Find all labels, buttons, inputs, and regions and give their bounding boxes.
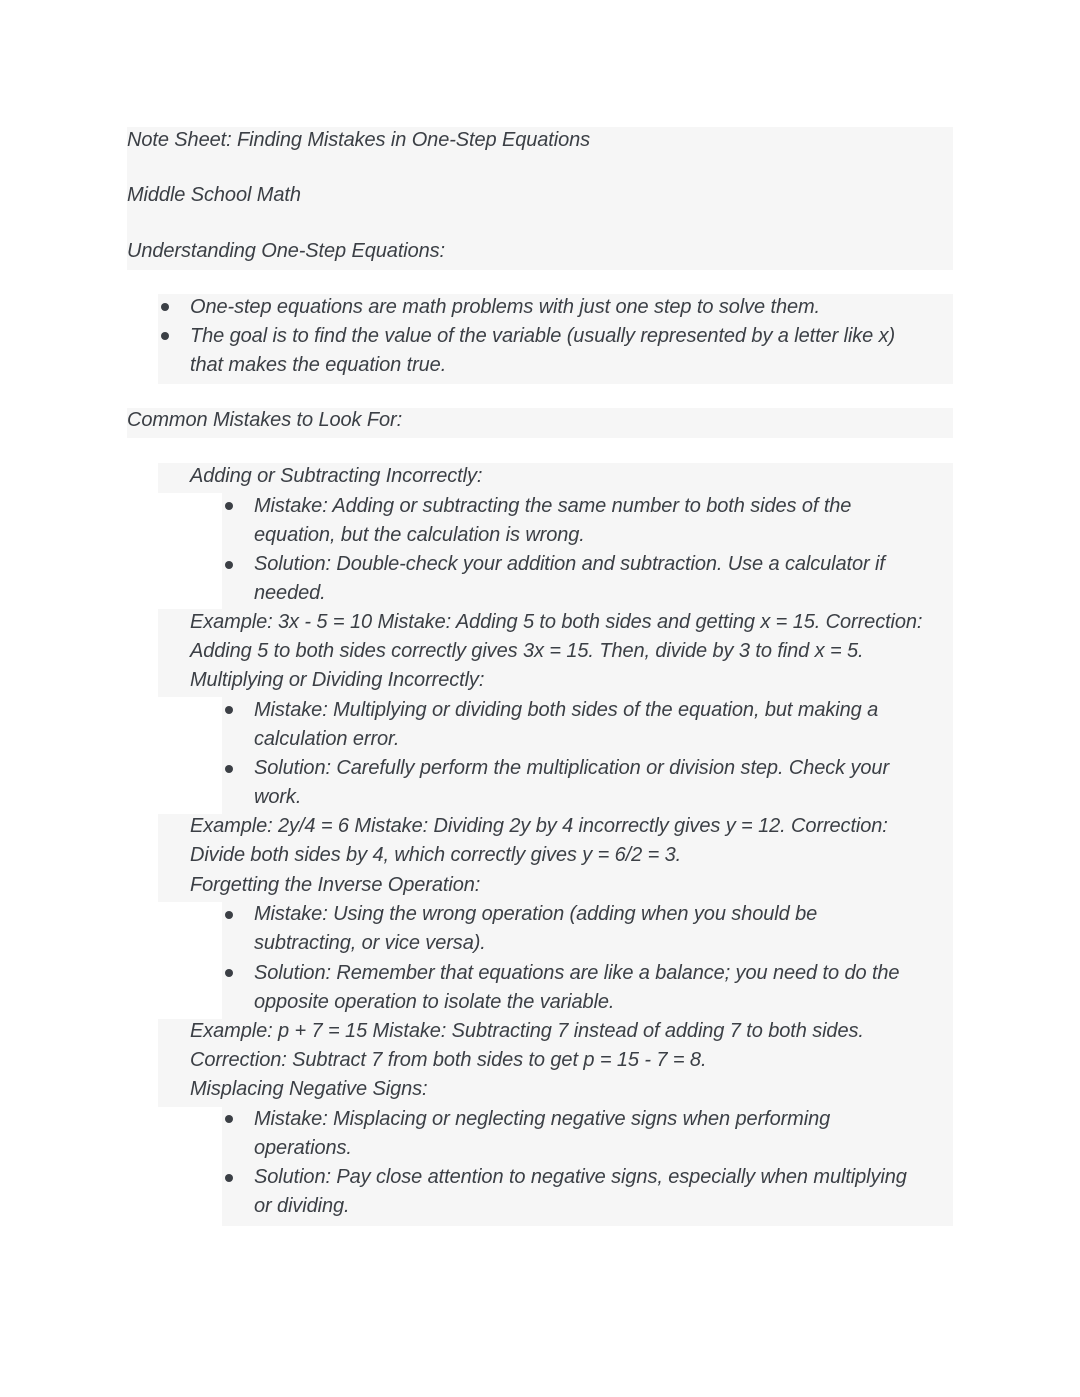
document-subtitle: Middle School Math: [127, 184, 301, 206]
bullet-icon: [225, 1174, 233, 1182]
example-text: Example: p + 7 = 15 Mistake: Subtracting 7 instead of adding 7 to both sides.: [190, 1020, 864, 1042]
list-item-continuation: that makes the equation true.: [190, 354, 447, 376]
solution-text: work.: [254, 786, 302, 808]
mistake-text: Mistake: Multiplying or dividing both sides of the equation, but making a: [254, 699, 879, 721]
bullet-icon: [225, 706, 233, 714]
solution-text: Solution: Pay close attention to negative signs, especially when multiplying: [254, 1166, 907, 1188]
solution-text: needed.: [254, 582, 326, 604]
mistake-text: Mistake: Adding or subtracting the same number to both sides of the: [254, 495, 852, 517]
example-text: Divide both sides by 4, which correctly gives y = 6/2 = 3.: [190, 844, 682, 866]
section-heading-understanding: Understanding One-Step Equations:: [127, 240, 446, 262]
mistake-text: equation, but the calculation is wrong.: [254, 524, 585, 546]
bullet-icon: [225, 1115, 233, 1123]
bullet-icon: [161, 332, 169, 340]
example-text: Adding 5 to both sides correctly gives 3x = 15. Then, divide by 3 to find x = 5.: [190, 640, 864, 662]
section-heading-common-mistakes: Common Mistakes to Look For:: [127, 409, 403, 431]
mistake-heading: Multiplying or Dividing Incorrectly:: [190, 669, 485, 691]
list-item: One-step equations are math problems with just one step to solve them.: [190, 296, 821, 318]
mistake-text: calculation error.: [254, 728, 400, 750]
mistake-text: Mistake: Using the wrong operation (adding when you should be: [254, 903, 818, 925]
list-item: The goal is to find the value of the variable (usually represented by a letter like x): [190, 325, 896, 347]
document-title: Note Sheet: Finding Mistakes in One-Step Equations: [127, 129, 591, 151]
mistake-text: operations.: [254, 1137, 352, 1159]
bullet-icon: [225, 911, 233, 919]
bullet-icon: [225, 765, 233, 773]
mistake-heading: Forgetting the Inverse Operation:: [190, 874, 481, 896]
bullet-icon: [225, 502, 233, 510]
bullet-icon: [161, 303, 169, 311]
solution-text: opposite operation to isolate the variable.: [254, 991, 615, 1013]
mistake-text: subtracting, or vice versa).: [254, 932, 486, 954]
example-text: Correction: Subtract 7 from both sides to get p = 15 - 7 = 8.: [190, 1049, 707, 1071]
mistake-heading: Misplacing Negative Signs:: [190, 1078, 428, 1100]
solution-text: Solution: Carefully perform the multiplication or division step. Check your: [254, 757, 890, 779]
solution-text: Solution: Double-check your addition and subtraction. Use a calculator if: [254, 553, 885, 575]
bullet-icon: [225, 969, 233, 977]
mistake-text: Mistake: Misplacing or neglecting negative signs when performing: [254, 1108, 831, 1130]
solution-text: Solution: Remember that equations are like a balance; you need to do the: [254, 962, 900, 984]
example-text: Example: 3x - 5 = 10 Mistake: Adding 5 to both sides and getting x = 15. Correction:: [190, 611, 923, 633]
mistake-heading: Adding or Subtracting Incorrectly:: [190, 465, 483, 487]
bullet-icon: [225, 561, 233, 569]
solution-text: or dividing.: [254, 1195, 350, 1217]
example-text: Example: 2y/4 = 6 Mistake: Dividing 2y by 4 incorrectly gives y = 12. Correction:: [190, 815, 888, 837]
